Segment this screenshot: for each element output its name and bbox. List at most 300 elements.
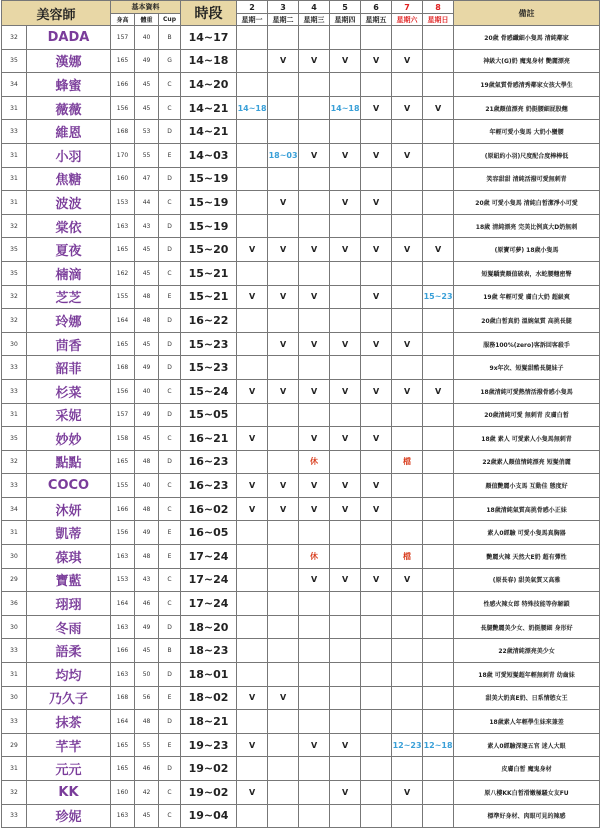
row-age: 32	[2, 285, 27, 309]
row-time: 14~18	[181, 49, 237, 73]
row-day-cell: V	[392, 49, 423, 73]
row-age: 33	[2, 356, 27, 380]
row-note: 21歲顏值漂亮 奶挺腰細屁股翹	[454, 96, 600, 120]
row-day-cell	[268, 615, 299, 639]
row-name: 夏夜	[27, 238, 111, 262]
row-day-cell	[423, 26, 454, 50]
row-name: 元元	[27, 757, 111, 781]
row-height: 168	[111, 120, 135, 144]
row-note: (原紐約小羽)尺度配合度棒棒低	[454, 143, 600, 167]
row-day-cell	[299, 686, 330, 710]
row-day-cell	[237, 356, 268, 380]
row-note: 皮膚白皙 魔鬼身材	[454, 757, 600, 781]
row-note: 22歲素人顏值情純漂亮 短髮俏麗	[454, 450, 600, 474]
row-day-cell	[330, 403, 361, 427]
row-cup: G	[159, 49, 181, 73]
row-name: 維恩	[27, 120, 111, 144]
row-note: 性感火辣女郎 特殊技能等你解鎖	[454, 592, 600, 616]
row-name: 妙妙	[27, 427, 111, 451]
row-day-cell	[299, 261, 330, 285]
row-day-cell	[330, 710, 361, 734]
row-weight: 46	[135, 592, 159, 616]
row-day-cell	[237, 73, 268, 97]
row-day-cell	[392, 757, 423, 781]
row-note: 18歲 清純漂亮 完美比例真大D奶無刺	[454, 214, 600, 238]
row-height: 165	[111, 450, 135, 474]
row-day-cell	[268, 73, 299, 97]
row-day-cell	[423, 781, 454, 805]
row-day-cell: V	[330, 568, 361, 592]
row-day-cell: V	[361, 285, 392, 309]
row-day-cell: V	[361, 427, 392, 451]
row-day-cell	[237, 261, 268, 285]
row-day-cell: V	[361, 143, 392, 167]
header-day-label: 星期二	[268, 14, 299, 26]
table-row	[2, 733, 600, 757]
row-note: 20歲 骨感纖細小隻馬 清純鄰家	[454, 26, 600, 50]
row-day-cell	[361, 592, 392, 616]
row-day-cell	[423, 663, 454, 687]
row-day-cell	[299, 167, 330, 191]
row-day-cell: V	[299, 332, 330, 356]
row-cup: B	[159, 26, 181, 50]
row-day-cell: V	[299, 285, 330, 309]
row-cup: C	[159, 191, 181, 215]
row-height: 160	[111, 781, 135, 805]
row-day-cell	[268, 568, 299, 592]
row-day-cell	[330, 804, 361, 828]
row-name: 楠滴	[27, 261, 111, 285]
row-day-cell: V	[268, 49, 299, 73]
row-day-cell	[392, 639, 423, 663]
row-weight: 49	[135, 49, 159, 73]
row-day-cell	[268, 663, 299, 687]
row-day-cell	[237, 663, 268, 687]
row-weight: 55	[135, 733, 159, 757]
row-height: 165	[111, 733, 135, 757]
row-time: 18~23	[181, 639, 237, 663]
row-day-cell: V	[268, 686, 299, 710]
row-day-cell	[237, 120, 268, 144]
row-name: 均均	[27, 663, 111, 687]
row-time: 15~19	[181, 167, 237, 191]
row-day-cell: 18~03	[268, 143, 299, 167]
row-note: (原長春) 甜美氣質又高雅	[454, 568, 600, 592]
row-weight: 45	[135, 238, 159, 262]
row-day-cell	[423, 49, 454, 73]
row-weight: 46	[135, 757, 159, 781]
row-day-cell: V	[299, 568, 330, 592]
table-row	[2, 757, 600, 781]
header-day-label: 星期五	[361, 14, 392, 26]
row-day-cell	[361, 615, 392, 639]
row-age: 31	[2, 167, 27, 191]
row-day-cell	[361, 521, 392, 545]
row-weight: 40	[135, 474, 159, 498]
row-day-cell: V	[361, 332, 392, 356]
row-day-cell: V	[361, 568, 392, 592]
row-day-cell: 檔	[392, 545, 423, 569]
row-time: 16~05	[181, 521, 237, 545]
row-day-cell: V	[268, 191, 299, 215]
row-height: 166	[111, 73, 135, 97]
row-name: 漢娜	[27, 49, 111, 73]
row-day-cell	[423, 615, 454, 639]
row-weight: 40	[135, 26, 159, 50]
table-row	[2, 332, 600, 356]
row-day-cell	[392, 285, 423, 309]
row-note: 顏值艷麗小支馬 互動佳 態度好	[454, 474, 600, 498]
row-height: 165	[111, 238, 135, 262]
row-height: 164	[111, 710, 135, 734]
row-day-cell	[330, 639, 361, 663]
table-row	[2, 427, 600, 451]
row-day-cell	[330, 73, 361, 97]
row-day-cell	[237, 143, 268, 167]
row-day-cell	[299, 120, 330, 144]
table-row	[2, 781, 600, 805]
row-day-cell	[237, 191, 268, 215]
row-age: 32	[2, 214, 27, 238]
row-note: 長腿艷麗美少女、奶挺腰細 身形好	[454, 615, 600, 639]
row-name: KK	[27, 781, 111, 805]
row-note: 18歲 可愛短髮超年輕無刺青 幼齒妹	[454, 663, 600, 687]
row-day-cell: V	[361, 238, 392, 262]
row-note: 18歲 素人 可愛素人小隻馬無刺青	[454, 427, 600, 451]
row-height: 166	[111, 639, 135, 663]
header-day-num: 8	[423, 1, 454, 14]
row-age: 35	[2, 427, 27, 451]
row-age: 34	[2, 497, 27, 521]
row-day-cell	[392, 686, 423, 710]
table-row	[2, 143, 600, 167]
row-weight: 50	[135, 663, 159, 687]
row-day-cell	[423, 450, 454, 474]
row-age: 33	[2, 120, 27, 144]
row-name: 芝芝	[27, 285, 111, 309]
row-day-cell	[330, 521, 361, 545]
table-body	[2, 26, 600, 828]
row-age: 29	[2, 733, 27, 757]
table-row	[2, 26, 600, 50]
row-day-cell: V	[237, 497, 268, 521]
row-day-cell: V	[237, 427, 268, 451]
row-day-cell	[268, 450, 299, 474]
row-day-cell	[423, 167, 454, 191]
row-day-cell: V	[237, 379, 268, 403]
row-height: 165	[111, 49, 135, 73]
header-day-num: 7	[392, 1, 423, 14]
row-day-cell	[392, 73, 423, 97]
row-day-cell	[392, 261, 423, 285]
row-day-cell: 休	[299, 545, 330, 569]
row-day-cell	[392, 26, 423, 50]
row-name: 棠依	[27, 214, 111, 238]
row-day-cell	[392, 592, 423, 616]
row-day-cell	[330, 450, 361, 474]
row-day-cell: V	[237, 733, 268, 757]
row-time: 18~20	[181, 615, 237, 639]
row-day-cell	[237, 710, 268, 734]
row-day-cell	[361, 214, 392, 238]
row-day-cell: V	[330, 781, 361, 805]
row-time: 17~24	[181, 568, 237, 592]
row-note: 18歲清純可愛熱情活潑骨感小隻馬	[454, 379, 600, 403]
table-row	[2, 545, 600, 569]
row-day-cell	[330, 757, 361, 781]
row-name: 采妮	[27, 403, 111, 427]
row-day-cell	[268, 521, 299, 545]
row-day-cell	[268, 592, 299, 616]
row-cup: C	[159, 379, 181, 403]
row-day-cell	[361, 545, 392, 569]
row-day-cell: V	[299, 474, 330, 498]
row-name: 冬雨	[27, 615, 111, 639]
row-height: 157	[111, 26, 135, 50]
header-height: 身高	[111, 14, 135, 26]
row-day-cell	[330, 309, 361, 333]
row-note: 9x年次、短髮甜酷長腿妹子	[454, 356, 600, 380]
row-note: 神級大(G)奶 魔鬼身材 艷麗漂亮	[454, 49, 600, 73]
row-time: 15~19	[181, 214, 237, 238]
row-day-cell	[237, 450, 268, 474]
row-day-cell	[392, 214, 423, 238]
row-day-cell	[392, 120, 423, 144]
row-time: 14~20	[181, 73, 237, 97]
row-height: 170	[111, 143, 135, 167]
row-cup: E	[159, 545, 181, 569]
row-time: 19~02	[181, 781, 237, 805]
row-note: 標準好身材、肉眼可見的辣感	[454, 804, 600, 828]
row-cup: E	[159, 285, 181, 309]
row-height: 162	[111, 261, 135, 285]
row-note: 笑容甜甜 清純活潑可愛無刺青	[454, 167, 600, 191]
row-weight: 43	[135, 214, 159, 238]
row-day-cell	[361, 686, 392, 710]
row-day-cell	[268, 261, 299, 285]
row-name: 蜂蜜	[27, 73, 111, 97]
row-day-cell	[361, 120, 392, 144]
row-day-cell: V	[299, 143, 330, 167]
row-age: 30	[2, 686, 27, 710]
row-day-cell: V	[361, 497, 392, 521]
row-time: 15~24	[181, 379, 237, 403]
row-day-cell	[423, 427, 454, 451]
row-day-cell	[330, 214, 361, 238]
row-name: 珍妮	[27, 804, 111, 828]
row-height: 163	[111, 615, 135, 639]
row-day-cell	[361, 639, 392, 663]
row-day-cell	[268, 167, 299, 191]
row-height: 168	[111, 356, 135, 380]
row-day-cell: V	[392, 781, 423, 805]
row-day-cell	[330, 120, 361, 144]
row-note: 22歲清純漂亮美少女	[454, 639, 600, 663]
row-day-cell: V	[330, 733, 361, 757]
row-day-cell	[423, 73, 454, 97]
row-day-cell: 檔	[392, 450, 423, 474]
row-day-cell	[361, 26, 392, 50]
row-day-cell: V	[361, 379, 392, 403]
row-weight: 45	[135, 332, 159, 356]
row-name: 小羽	[27, 143, 111, 167]
row-name: 點點	[27, 450, 111, 474]
row-day-cell	[237, 214, 268, 238]
row-age: 35	[2, 261, 27, 285]
row-day-cell: V	[237, 686, 268, 710]
row-name: 乃久子	[27, 686, 111, 710]
row-day-cell	[299, 403, 330, 427]
row-cup: C	[159, 73, 181, 97]
row-day-cell	[330, 592, 361, 616]
row-note: 艷麗火辣 天然大E奶 超有彈性	[454, 545, 600, 569]
row-age: 32	[2, 26, 27, 50]
row-day-cell	[268, 309, 299, 333]
table-row	[2, 96, 600, 120]
row-day-cell	[237, 403, 268, 427]
row-cup: E	[159, 521, 181, 545]
row-day-cell	[330, 285, 361, 309]
header-basic-info: 基本資料	[111, 1, 181, 14]
row-weight: 47	[135, 167, 159, 191]
row-cup: D	[159, 238, 181, 262]
header-time: 時段	[181, 1, 237, 26]
header-day-label: 星期六	[392, 14, 423, 26]
row-day-cell: V	[237, 474, 268, 498]
row-day-cell	[237, 757, 268, 781]
row-cup: C	[159, 781, 181, 805]
table-row	[2, 521, 600, 545]
row-cup: C	[159, 568, 181, 592]
row-weight: 48	[135, 450, 159, 474]
row-day-cell: V	[268, 474, 299, 498]
row-day-cell	[268, 120, 299, 144]
row-height: 163	[111, 545, 135, 569]
row-cup: D	[159, 356, 181, 380]
row-day-cell	[299, 804, 330, 828]
row-day-cell: V	[330, 238, 361, 262]
row-age: 31	[2, 143, 27, 167]
row-age: 33	[2, 379, 27, 403]
row-day-cell	[237, 545, 268, 569]
row-age: 36	[2, 592, 27, 616]
row-day-cell: V	[299, 238, 330, 262]
row-time: 17~24	[181, 592, 237, 616]
row-day-cell	[392, 615, 423, 639]
row-day-cell	[423, 120, 454, 144]
row-name: 語柔	[27, 639, 111, 663]
row-day-cell	[237, 332, 268, 356]
table-row	[2, 214, 600, 238]
row-day-cell	[361, 403, 392, 427]
row-height: 163	[111, 214, 135, 238]
row-time: 16~02	[181, 497, 237, 521]
row-day-cell: V	[423, 96, 454, 120]
row-day-cell: V	[330, 332, 361, 356]
row-weight: 48	[135, 285, 159, 309]
header-day-num: 5	[330, 1, 361, 14]
row-day-cell: V	[330, 191, 361, 215]
table-row	[2, 497, 600, 521]
row-height: 163	[111, 663, 135, 687]
row-height: 158	[111, 427, 135, 451]
row-day-cell	[299, 521, 330, 545]
row-day-cell	[268, 96, 299, 120]
row-age: 31	[2, 521, 27, 545]
table-row	[2, 309, 600, 333]
row-height: 160	[111, 167, 135, 191]
row-age: 32	[2, 309, 27, 333]
row-day-cell	[237, 639, 268, 663]
row-weight: 49	[135, 521, 159, 545]
row-time: 15~20	[181, 238, 237, 262]
row-day-cell	[423, 474, 454, 498]
row-time: 15~19	[181, 191, 237, 215]
row-day-cell	[423, 804, 454, 828]
row-day-cell	[392, 521, 423, 545]
row-day-cell	[299, 191, 330, 215]
row-weight: 49	[135, 356, 159, 380]
row-height: 165	[111, 332, 135, 356]
row-time: 15~21	[181, 285, 237, 309]
row-day-cell	[361, 710, 392, 734]
row-note: 18歲素人年輕學生妹來兼差	[454, 710, 600, 734]
row-day-cell: V	[330, 49, 361, 73]
row-height: 153	[111, 191, 135, 215]
row-weight: 49	[135, 615, 159, 639]
row-day-cell	[361, 167, 392, 191]
row-cup: E	[159, 733, 181, 757]
row-day-cell	[423, 686, 454, 710]
row-day-cell: V	[423, 238, 454, 262]
header-name: 美容師	[2, 1, 111, 26]
header-cup: Cup	[159, 14, 181, 26]
row-day-cell	[268, 710, 299, 734]
row-cup: E	[159, 686, 181, 710]
table-row	[2, 804, 600, 828]
row-age: 30	[2, 615, 27, 639]
row-day-cell: V	[392, 332, 423, 356]
row-height: 164	[111, 309, 135, 333]
header-day-num: 6	[361, 1, 392, 14]
row-day-cell	[299, 592, 330, 616]
row-day-cell	[299, 356, 330, 380]
row-day-cell	[392, 167, 423, 191]
row-day-cell: V	[361, 96, 392, 120]
row-height: 156	[111, 521, 135, 545]
row-day-cell: V	[299, 497, 330, 521]
row-day-cell: V	[237, 781, 268, 805]
row-height: 157	[111, 403, 135, 427]
row-age: 35	[2, 49, 27, 73]
row-day-cell	[330, 686, 361, 710]
table-row	[2, 710, 600, 734]
row-note: 18歲清純氣質高挑骨感小正妹	[454, 497, 600, 521]
table-row	[2, 285, 600, 309]
row-time: 19~02	[181, 757, 237, 781]
row-time: 17~24	[181, 545, 237, 569]
row-name: 寶藍	[27, 568, 111, 592]
row-cup: C	[159, 96, 181, 120]
row-time: 18~21	[181, 710, 237, 734]
row-day-cell	[392, 309, 423, 333]
table-row	[2, 686, 600, 710]
row-time: 19~04	[181, 804, 237, 828]
row-day-cell	[423, 545, 454, 569]
row-day-cell: V	[299, 427, 330, 451]
row-day-cell	[330, 356, 361, 380]
row-note: (原寶可夢) 18歲小隻馬	[454, 238, 600, 262]
